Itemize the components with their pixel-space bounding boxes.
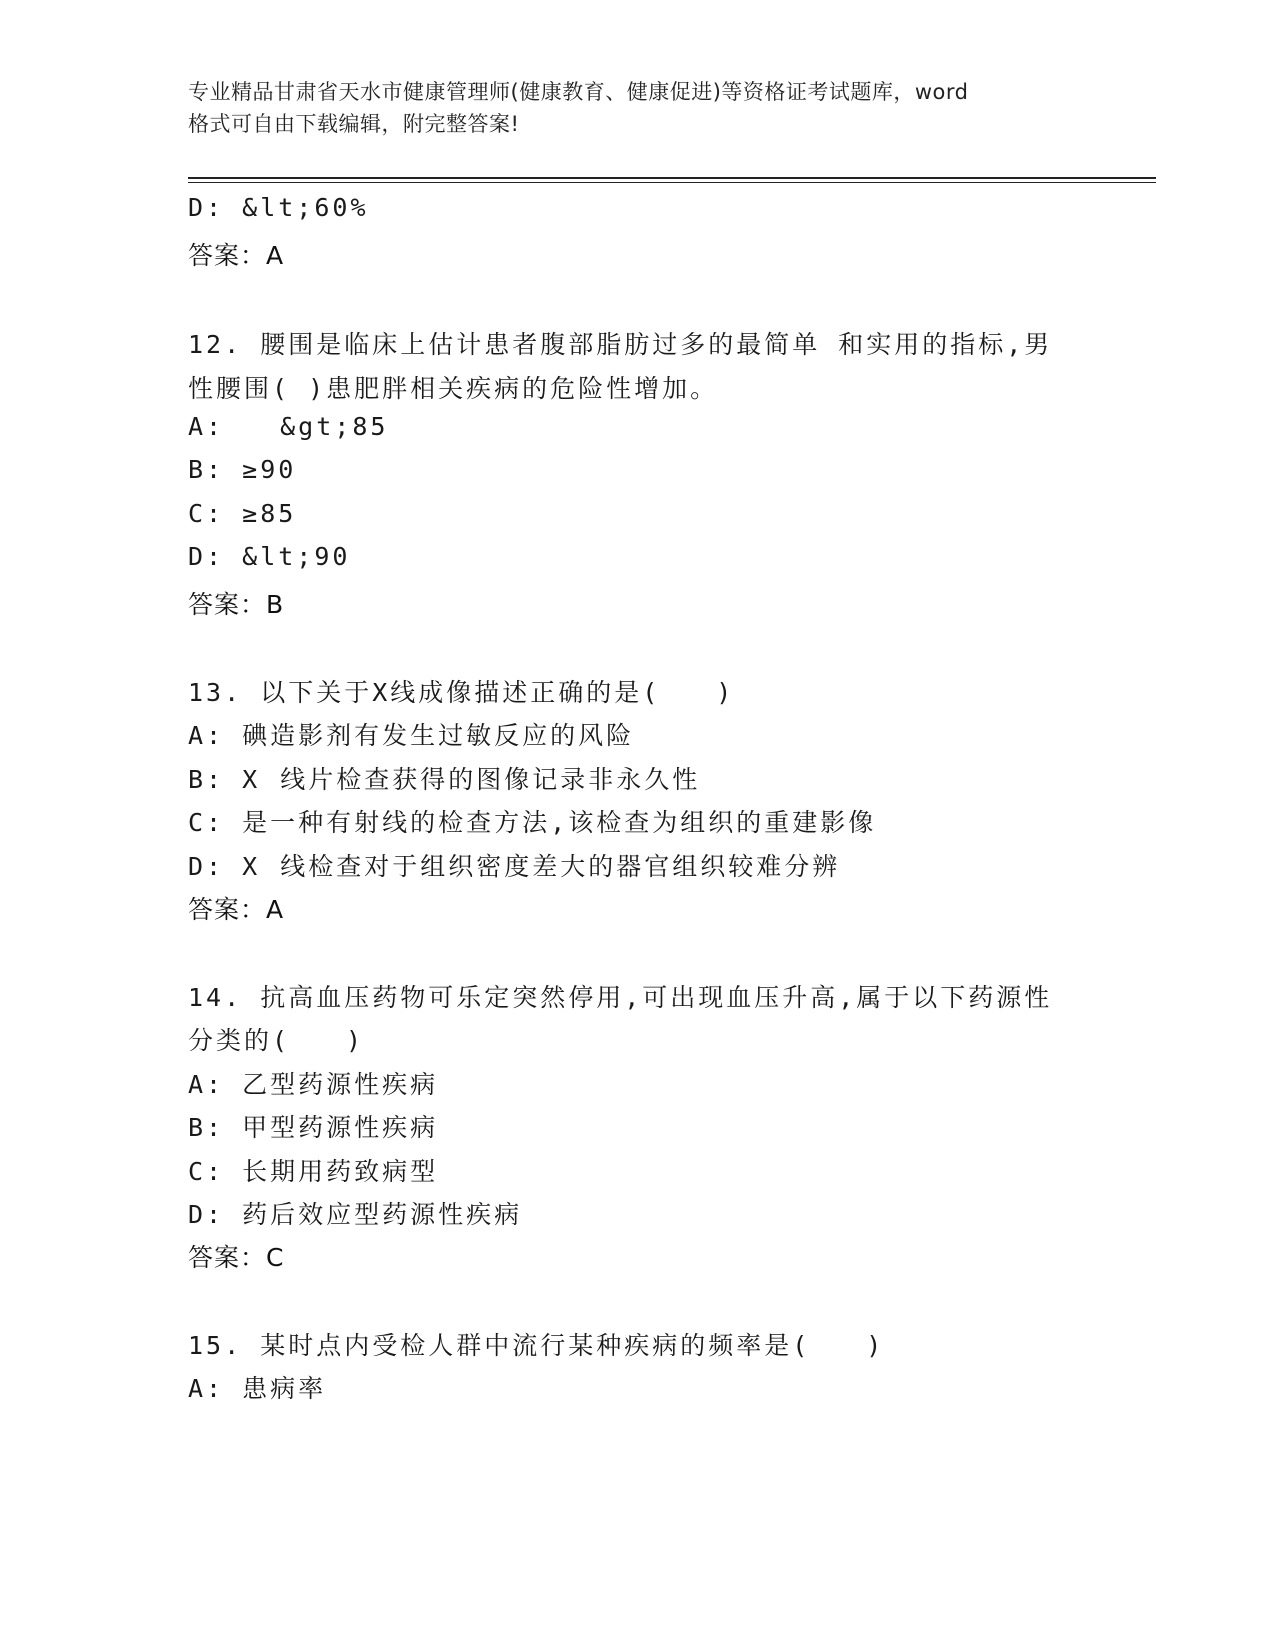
q15-option-a: A: 患病率	[188, 1374, 327, 1403]
q12-answer: 答案：B	[188, 590, 285, 619]
q14-option-d: D: 药后效应型药源性疾病	[188, 1200, 523, 1229]
q12-option-b: B: ≥90	[188, 455, 297, 484]
q13-option-d-label: D: X	[188, 852, 261, 881]
q13-stem: 13. 以下关于X线成像描述正确的是( )	[188, 678, 735, 707]
q13-option-b-label: B: X	[188, 765, 261, 794]
q14-stem-line-1: 14. 抗高血压药物可乐定突然停用,可出现血压升高,属于以下药源性	[188, 983, 1053, 1012]
q13-option-b	[188, 760, 700, 796]
header-rule-thin	[188, 182, 1156, 183]
q14-answer: 答案：C	[188, 1243, 285, 1272]
header-rule-thick	[188, 177, 1156, 179]
q15-stem: 15. 某时点内受检人群中流行某种疾病的频率是( )	[188, 1331, 885, 1360]
q13-option-c: C: 是一种有射线的检查方法,该检查为组织的重建影像	[188, 808, 877, 837]
q13-answer: 答案：A	[188, 895, 285, 924]
q12-option-d: D: &lt;90	[188, 542, 351, 571]
q12-stem-line-1: 12. 腰围是临床上估计患者腹部脂肪过多的最简单 和实用的指标,男	[188, 330, 1053, 359]
header-line-1: 专业精品甘肃省天水市健康管理师(健康教育、健康促进)等资格证考试题库，word	[188, 80, 969, 104]
prev-answer: 答案：A	[188, 241, 285, 270]
q12-option-a-label: A:	[188, 412, 225, 441]
q13-option-d	[188, 847, 840, 883]
q14-option-b: B: 甲型药源性疾病	[188, 1113, 439, 1142]
header-line-2: 格式可自由下载编辑，附完整答案!	[188, 112, 520, 136]
document-header	[188, 76, 1108, 140]
q12-option-a	[188, 412, 388, 441]
q13-option-d-text: 线检查对于组织密度差大的器官组织较难分辨	[280, 852, 841, 881]
q12-stem-line-2: 性腰围( )患肥胖相关疾病的危险性增加。	[188, 374, 719, 403]
prev-option-d: D: &lt;60%	[188, 193, 369, 222]
q13-option-b-text: 线片检查获得的图像记录非永久性	[280, 765, 701, 794]
q14-stem-line-2: 分类的( )	[188, 1026, 365, 1055]
q14-option-a: A: 乙型药源性疾病	[188, 1070, 439, 1099]
q13-option-a: A: 碘造影剂有发生过敏反应的风险	[188, 721, 635, 750]
q12-option-c: C: ≥85	[188, 499, 297, 528]
q14-option-c: C: 长期用药致病型	[188, 1157, 439, 1186]
q12-option-a-text: &gt;85	[280, 412, 389, 441]
